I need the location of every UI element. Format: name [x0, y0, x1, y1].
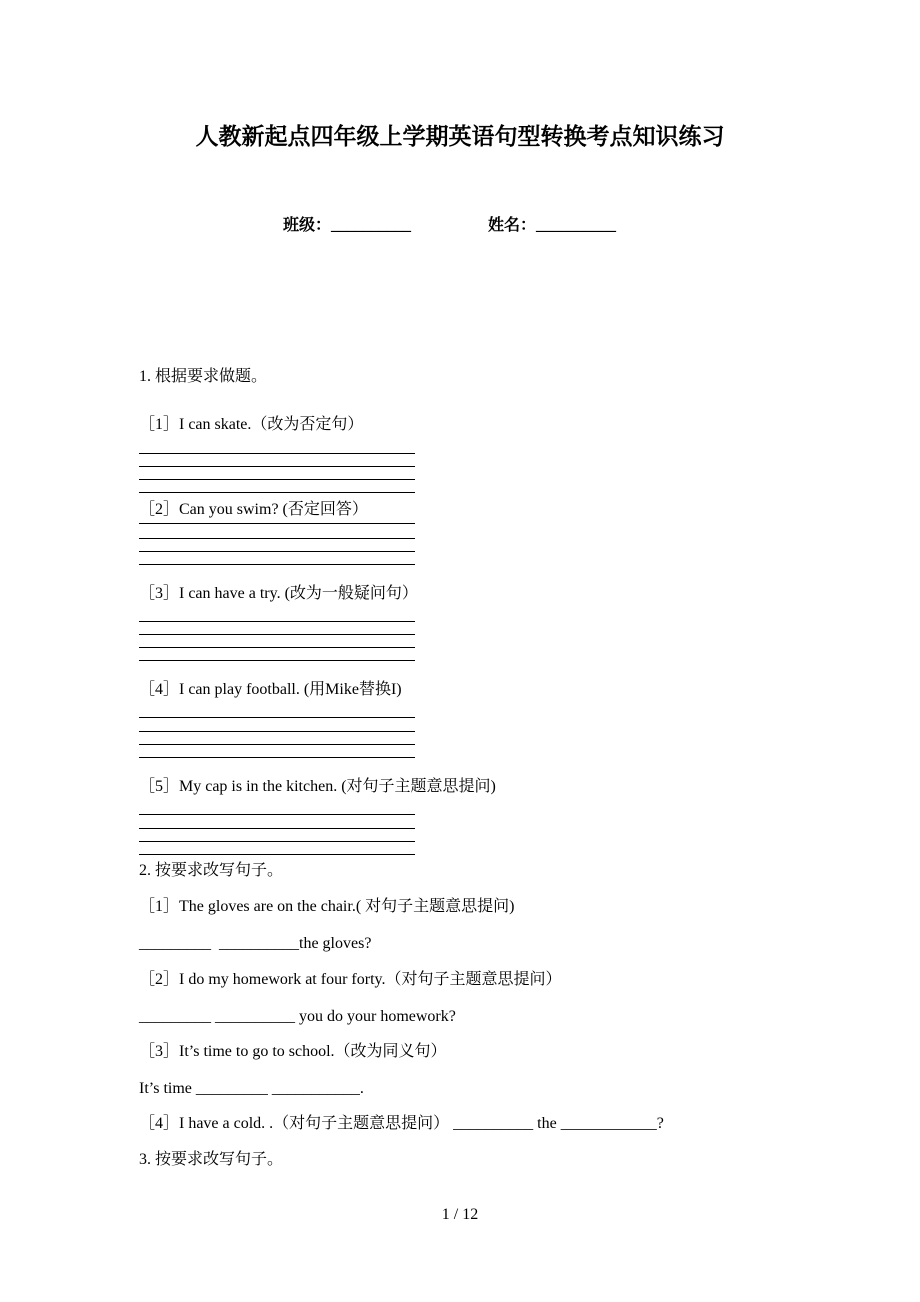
- q2-item-2: ［2］I do my homework at four forty.（对句子主题意思提问）: [139, 971, 562, 988]
- answer-line[interactable]: [139, 828, 415, 829]
- class-field[interactable]: 班级：__________: [283, 217, 412, 234]
- q3-heading: 3. 按要求改写句子。: [139, 1151, 284, 1168]
- q2-item-3: ［3］It’s time to go to school.（改为同义句）: [139, 1043, 447, 1060]
- name-field[interactable]: 姓名：__________: [488, 217, 617, 234]
- answer-line[interactable]: [139, 479, 415, 480]
- page-title: 人教新起点四年级上学期英语句型转换考点知识练习: [195, 123, 725, 150]
- q2-answer-1[interactable]: _________ __________the gloves?: [139, 935, 372, 952]
- q1-item-4: ［4］I can play football. (用Mike替换I): [139, 681, 402, 698]
- page-number: 1 / 12: [441, 1206, 479, 1223]
- answer-line[interactable]: [139, 660, 415, 661]
- answer-line[interactable]: [139, 523, 415, 524]
- answer-line[interactable]: [139, 757, 415, 758]
- answer-line[interactable]: [139, 744, 415, 745]
- q1-item-5: ［5］My cap is in the kitchen. (对句子主题意思提问): [139, 778, 496, 795]
- q2-item-1: ［1］The gloves are on the chair.( 对句子主题意思提问): [139, 898, 515, 915]
- q2-answer-3[interactable]: It’s time _________ ___________.: [139, 1080, 364, 1097]
- q2-answer-2[interactable]: _________ __________ you do your homework?: [139, 1008, 456, 1025]
- answer-line[interactable]: [139, 814, 415, 815]
- answer-line[interactable]: [139, 634, 415, 635]
- answer-line[interactable]: [139, 538, 415, 539]
- q1-heading: 1. 根据要求做题。: [139, 368, 268, 385]
- q1-item-3: ［3］I can have a try. (改为一般疑问句）: [139, 585, 418, 602]
- answer-line[interactable]: [139, 492, 415, 493]
- q2-heading: 2. 按要求改写句子。: [139, 862, 284, 879]
- answer-line[interactable]: [139, 717, 415, 718]
- q2-item-4[interactable]: ［4］I have a cold. .（对句子主题意思提问） __________ the ____________?: [139, 1115, 664, 1132]
- answer-line[interactable]: [139, 647, 415, 648]
- q1-item-1: ［1］I can skate.（改为否定句）: [139, 416, 364, 433]
- answer-line[interactable]: [139, 621, 415, 622]
- answer-line[interactable]: [139, 551, 415, 552]
- answer-line[interactable]: [139, 564, 415, 565]
- answer-line[interactable]: [139, 841, 415, 842]
- answer-line[interactable]: [139, 453, 415, 454]
- answer-line[interactable]: [139, 854, 415, 855]
- answer-line[interactable]: [139, 466, 415, 467]
- answer-line[interactable]: [139, 731, 415, 732]
- q1-item-2: ［2］Can you swim? (否定回答）: [139, 501, 368, 518]
